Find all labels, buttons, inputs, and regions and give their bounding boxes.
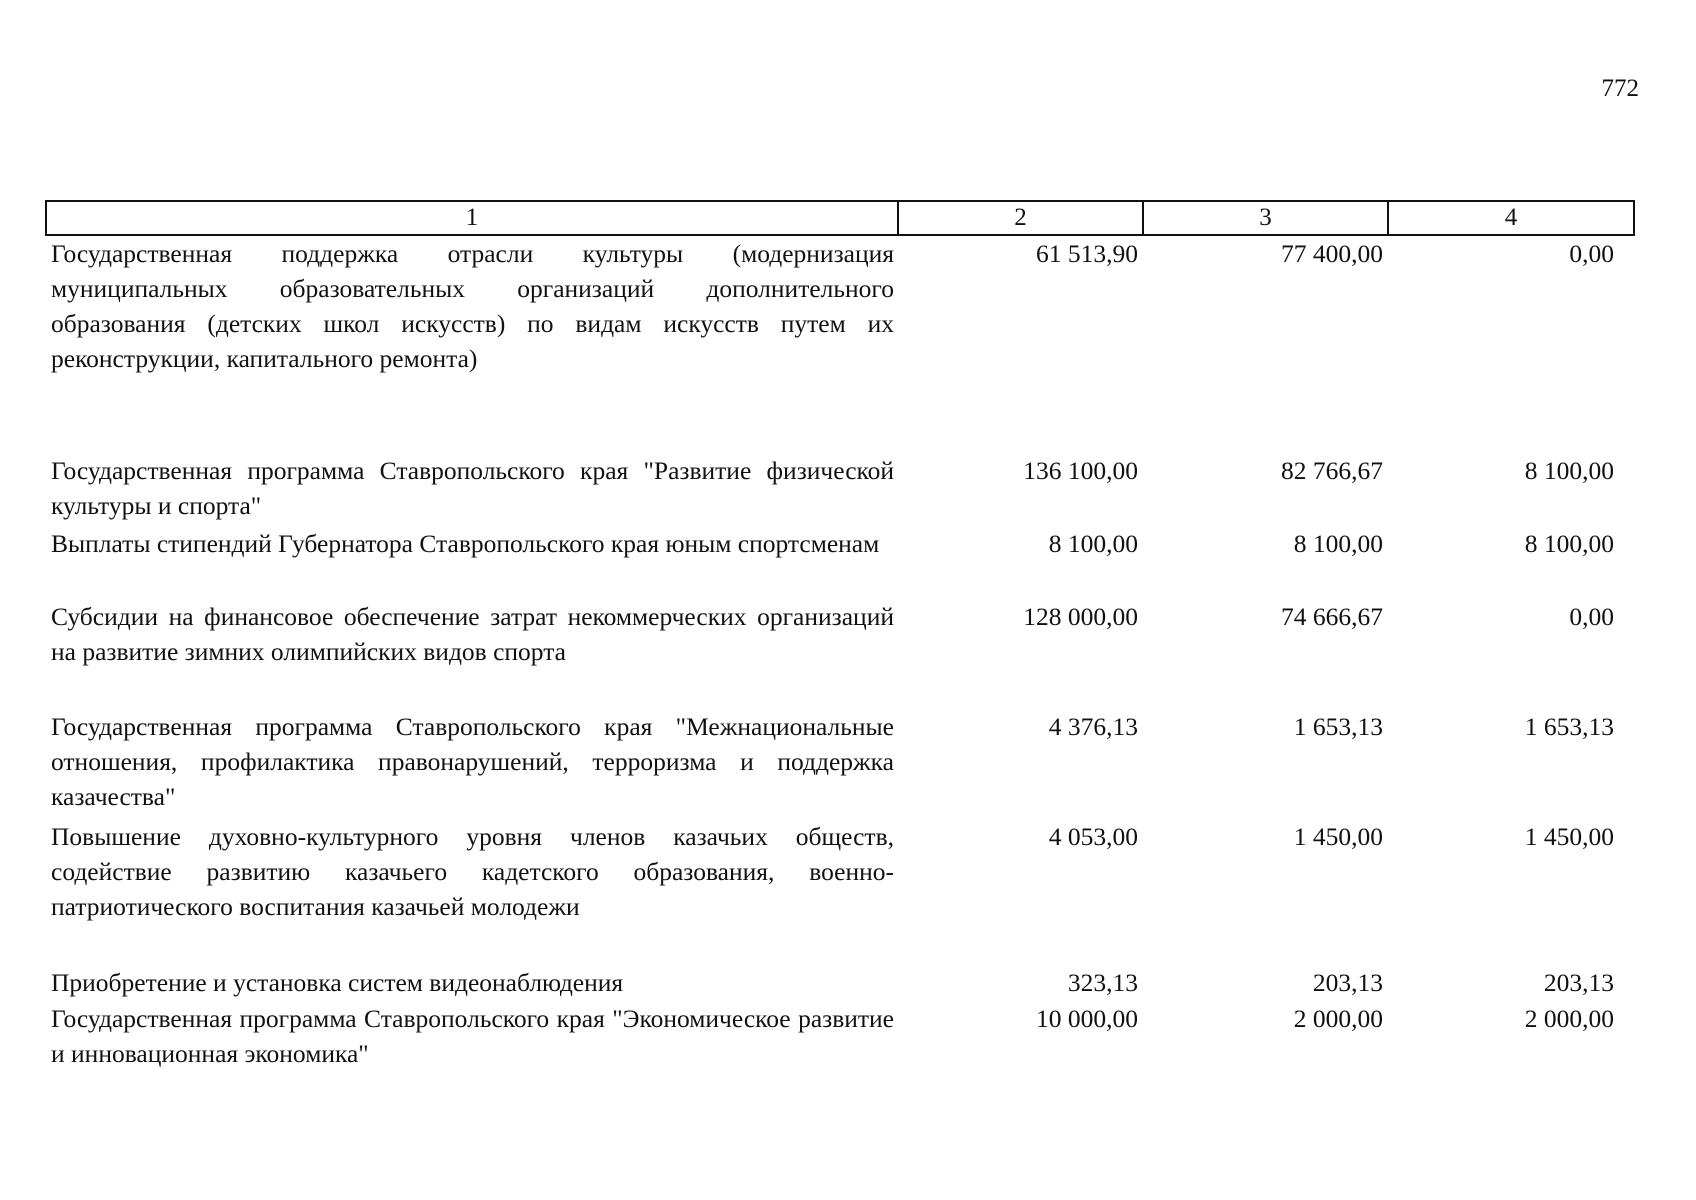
row-value-col3: 1 450,00 <box>1293 822 1383 851</box>
header-col-1: 1 <box>46 201 898 235</box>
page-number: 772 <box>1601 75 1639 102</box>
row-value-col3: 203,13 <box>1312 968 1383 997</box>
table-row <box>46 709 1634 819</box>
header-col-2: 2 <box>898 201 1143 235</box>
row-value-col2: 61 513,90 <box>1036 239 1138 268</box>
table-row <box>46 235 1634 453</box>
row-name: Государственная поддержка отрасли культуры (модернизация муниципальных образовательных организаций дополнительного образования (детских школ искусств) по видам искусств путем их реконструкции, капитального ремонта) <box>51 239 894 373</box>
row-value-col4: 0,00 <box>1569 602 1614 631</box>
row-value-col4: 0,00 <box>1569 239 1614 268</box>
row-name: Государственная программа Ставропольского края "Межнациональные отношения, профилактика правонарушений, терроризма и поддержка казачества" <box>51 712 894 811</box>
row-value-col4: 8 100,00 <box>1524 456 1614 485</box>
row-value-col2: 323,13 <box>1067 968 1138 997</box>
row-value-col4: 203,13 <box>1543 968 1614 997</box>
table-row <box>46 599 1634 709</box>
row-value-col4: 2 000,00 <box>1524 1004 1614 1033</box>
row-name: Повышение духовно-культурного уровня членов казачьих обществ, содействие развитию казачьего кадетского образования, военно-патриотического воспитания казачьей молодежи <box>51 822 894 921</box>
row-value-col4: 1 653,13 <box>1524 712 1614 741</box>
row-value-col2: 128 000,00 <box>1023 602 1138 631</box>
row-value-col3: 74 666,67 <box>1281 602 1383 631</box>
row-value-col4: 1 450,00 <box>1524 822 1614 851</box>
row-value-col2: 8 100,00 <box>1048 529 1138 558</box>
row-name: Государственная программа Ставропольского края "Экономическое развитие и инновационная экономика" <box>51 1004 894 1068</box>
table-row <box>46 526 1634 599</box>
row-name: Приобретение и установка систем видеонаблюдения <box>51 968 624 997</box>
header-col-3: 3 <box>1143 201 1388 235</box>
header-col-4: 4 <box>1388 201 1634 235</box>
table-body <box>46 235 1634 1073</box>
row-value-col2: 4 053,00 <box>1048 822 1138 851</box>
row-value-col3: 1 653,13 <box>1293 712 1383 741</box>
budget-table <box>45 200 1635 1073</box>
row-value-col3: 2 000,00 <box>1293 1004 1383 1033</box>
table-row <box>46 1001 1634 1073</box>
row-value-col2: 4 376,13 <box>1048 712 1138 741</box>
table-row <box>46 965 1634 1001</box>
table-row <box>46 453 1634 526</box>
row-name: Субсидии на финансовое обеспечение затрат некоммерческих организаций на развитие зимних олимпийских видов спорта <box>51 602 894 666</box>
row-value-col2: 136 100,00 <box>1023 456 1138 485</box>
table-header <box>46 201 1634 235</box>
row-value-col3: 82 766,67 <box>1281 456 1383 485</box>
header-row <box>46 201 1634 235</box>
row-value-col4: 8 100,00 <box>1524 529 1614 558</box>
row-value-col3: 8 100,00 <box>1293 529 1383 558</box>
row-name: Выплаты стипендий Губернатора Ставропольского края юным спортсменам <box>51 529 880 558</box>
table-row <box>46 819 1634 965</box>
row-value-col2: 10 000,00 <box>1036 1004 1138 1033</box>
row-value-col3: 77 400,00 <box>1281 239 1383 268</box>
row-name: Государственная программа Ставропольского края "Развитие физической культуры и спорта" <box>51 456 894 520</box>
